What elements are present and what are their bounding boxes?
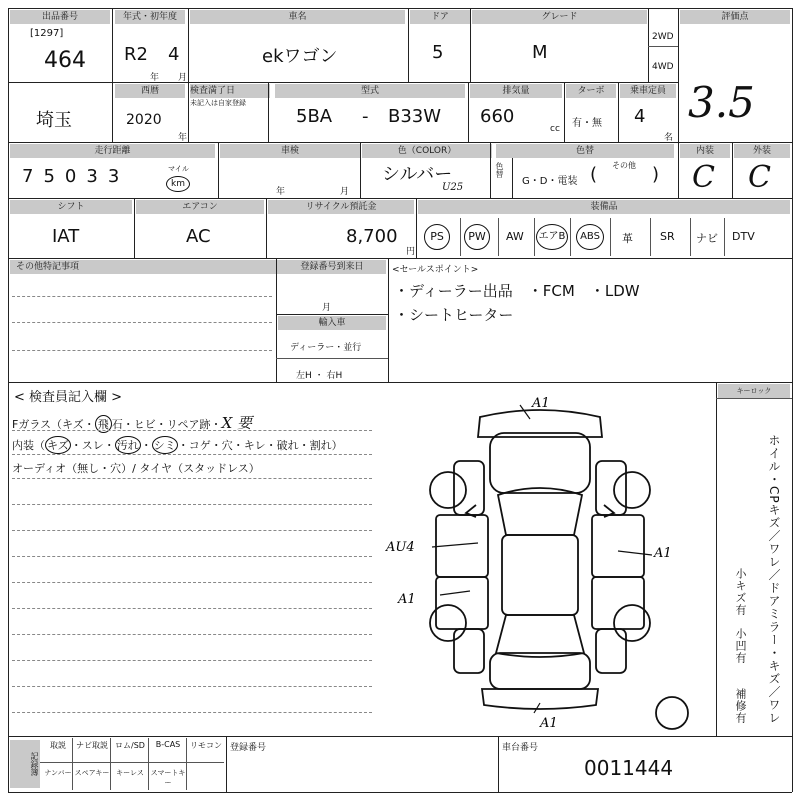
- era-year: R2: [124, 44, 148, 65]
- model-prefix: 5BA: [296, 106, 333, 127]
- sales-header: <セールスポイント>: [392, 265, 479, 275]
- right-rear-door-outline: [592, 577, 644, 629]
- header-seats: 乗車定員: [620, 84, 676, 98]
- footer-item-spare-key: スペアキー: [74, 769, 110, 777]
- left-rear-fender-outline: [454, 629, 484, 673]
- western-year: 2020: [126, 112, 162, 128]
- header-exterior: 外装: [734, 144, 790, 158]
- footer-chassis-label: 車台番号: [502, 743, 539, 753]
- seat-count: 4: [634, 106, 646, 127]
- sales-point-1: ・ディーラー出品 ・FCM ・LDW: [394, 282, 640, 300]
- drive-2wd: 2WD: [652, 32, 674, 42]
- color-code: U25: [442, 182, 464, 193]
- inspection-note: 未記入は自家登録: [190, 99, 246, 107]
- header-year: 年式・初年度: [115, 10, 185, 24]
- mileage-digit: 0: [64, 166, 87, 187]
- shaken-month: 月: [340, 187, 350, 197]
- damage-mark-front: A1: [532, 396, 550, 411]
- header-turbo: ターボ: [566, 84, 616, 98]
- header-doors: ドア: [410, 10, 470, 24]
- interior-note: [12, 436, 343, 454]
- equip-sr: SR: [660, 230, 675, 243]
- drive-4wd: 4WD: [652, 62, 674, 72]
- transmission: IAT: [52, 226, 80, 247]
- spare-wheel-outline: [656, 697, 688, 729]
- mileage-digit: 3: [107, 166, 130, 187]
- header-score: 評価点: [680, 10, 790, 24]
- door-count: 5: [432, 42, 444, 63]
- footer-item-manual: 取説: [50, 741, 66, 750]
- damage-lines: [432, 405, 652, 713]
- model-dash: -: [362, 106, 369, 127]
- rear-bumper-outline: [482, 689, 598, 709]
- mileage-digit: 7: [22, 166, 44, 187]
- mileage-unit-km: km: [166, 176, 190, 192]
- western-year-suffix: 年: [178, 133, 188, 143]
- damage-mark-left-front: AU4: [386, 540, 415, 555]
- prefecture: 埼玉: [36, 110, 72, 131]
- equip-navi: ナビ: [696, 232, 718, 245]
- header-color: 色（COLOR）: [362, 144, 492, 158]
- exterior-score: C: [748, 160, 771, 195]
- roof-outline: [502, 535, 578, 615]
- equip-leather: 革: [622, 232, 633, 245]
- mileage-digit: 3: [86, 166, 108, 187]
- interior-scratch-circle: キズ: [45, 436, 71, 454]
- damage-mark-rear: A1: [540, 716, 558, 731]
- displacement: 660: [480, 106, 515, 127]
- footer-item-number: ナンバー: [44, 769, 72, 777]
- equipment-list: [420, 218, 790, 256]
- interior-dirt-circle: 汚れ: [115, 436, 141, 454]
- reg-month: 4: [168, 44, 180, 65]
- equip-pw: PW: [464, 224, 490, 250]
- shaken-year: 年: [276, 187, 286, 197]
- mileage-digits: [22, 166, 129, 187]
- footer-reg-label: 登録番号: [230, 743, 267, 753]
- windshield-outline: [498, 488, 582, 535]
- paint-options: G・D・電装: [522, 176, 578, 187]
- hood-outline: [490, 433, 590, 493]
- interior-stain-circle: シミ: [152, 436, 178, 454]
- right-rear-fender-outline: [596, 629, 626, 673]
- header-name: 車名: [190, 10, 405, 24]
- interior-text-3: ・: [140, 439, 152, 452]
- header-western-year: 西暦: [115, 84, 185, 98]
- windshield-mark: X 要: [221, 414, 253, 432]
- inspector-header: < 検査員記入欄 >: [14, 390, 123, 405]
- lot-bracket-number: [1297]: [30, 28, 64, 39]
- aircon: AC: [186, 226, 211, 247]
- year-suffix: 年: [150, 73, 160, 83]
- side-note-scratch: 小キズ有: [734, 568, 747, 616]
- interior-text: 内装（: [12, 439, 45, 452]
- paren-close: ): [652, 164, 660, 185]
- footer-item-smart-key: スマートキー: [150, 769, 186, 787]
- sales-point-2: ・シートヒーター: [394, 306, 514, 324]
- footer-item-rom-sd: ロム/SD: [115, 741, 145, 750]
- footer-item-keyless: キーレス: [116, 769, 144, 777]
- model-code: B33W: [388, 106, 442, 127]
- side-note-dent: 小凹有: [734, 628, 747, 664]
- left-front-wheel-outline: [430, 472, 466, 508]
- dealer-parallel: ディーラー・並行: [290, 343, 362, 353]
- mileage-digit: 5: [43, 166, 65, 187]
- key-lock-header: キーロック: [718, 384, 790, 398]
- header-grade: グレード: [472, 10, 647, 24]
- side-notes-main: ホイル・CPキズ／ワレ／ドアミラー・キズ／ワレ: [767, 434, 781, 725]
- header-interior: 内装: [680, 144, 730, 158]
- header-equipment: 装備品: [418, 200, 790, 214]
- header-paint: 色替: [496, 144, 674, 158]
- footer-item-remote: リモコン: [190, 741, 222, 750]
- footer-docs-label: 記録簿: [10, 740, 40, 788]
- interior-text-2: ・スレ・: [70, 439, 115, 452]
- equip-ps: PS: [424, 224, 450, 250]
- audio-tire-note: オーディオ（無し・穴）/ タイヤ（スタッドレス）: [12, 462, 260, 475]
- side-note-repair: 補修有: [734, 688, 747, 724]
- header-mileage: 走行距離: [10, 144, 215, 158]
- mileage-unit-mile: マイル: [168, 165, 189, 173]
- damage-mark-left-rear: A1: [398, 592, 416, 607]
- recycle-fee: 8,700: [346, 226, 398, 247]
- steering-side: 左H ・ 右H: [296, 371, 343, 381]
- vehicle-name: ekワゴン: [262, 46, 338, 67]
- footer-item-bcas: B-CAS: [155, 740, 181, 749]
- recycle-yen: 円: [406, 247, 416, 257]
- header-aircon: エアコン: [136, 200, 264, 214]
- left-rear-door-outline: [436, 577, 488, 629]
- interior-score: C: [692, 160, 715, 195]
- cc-unit: cc: [550, 124, 560, 134]
- footer-item-navi-manual: ナビ取説: [76, 741, 108, 750]
- windshield-chip-circle: 飛: [95, 415, 112, 433]
- overall-score: 3.5: [688, 78, 755, 127]
- interior-text-4: ・コゲ・穴・キレ・破れ・割れ）: [177, 439, 343, 452]
- windshield-text-2: 石・ヒビ・リペア跡・: [111, 418, 222, 431]
- windshield-text: Fガラス（キズ・: [12, 418, 95, 431]
- record-month: 月: [322, 303, 332, 313]
- right-front-fender-outline: [596, 461, 626, 515]
- grade: M: [532, 42, 548, 63]
- equip-airbag: エアB: [536, 224, 568, 250]
- color-name: シルバー: [382, 164, 453, 185]
- turbo-options: 有・無: [572, 118, 602, 129]
- rear-window-outline: [496, 615, 584, 657]
- footer-checklist: [44, 738, 224, 790]
- right-front-wheel-outline: [614, 472, 650, 508]
- equip-dtv: DTV: [732, 230, 755, 243]
- right-front-door-outline: [592, 515, 644, 577]
- left-front-fender-outline: [454, 461, 484, 515]
- notes-header: その他特記事項: [10, 260, 278, 274]
- paint-other-label: その他: [612, 161, 636, 170]
- record-header: 登録番号到来日: [278, 260, 386, 274]
- damage-mark-right: A1: [654, 546, 672, 561]
- month-suffix: 月: [178, 73, 188, 83]
- seats-unit: 名: [664, 133, 674, 143]
- color-change-label: 色替: [495, 162, 504, 178]
- equip-abs: ABS: [576, 224, 604, 250]
- lot-number: 464: [44, 48, 86, 73]
- header-transmission: シフト: [10, 200, 132, 214]
- chassis-number: 0011444: [584, 756, 674, 780]
- import-header: 輸入車: [278, 316, 386, 330]
- header-exhibit: 出品番号: [10, 10, 110, 24]
- header-shaken: 車検: [220, 144, 360, 158]
- header-recycle: リサイクル預託金: [268, 200, 414, 214]
- header-displacement: 排気量: [470, 84, 562, 98]
- car-damage-diagram: [370, 395, 710, 735]
- equip-aw: AW: [506, 230, 524, 243]
- paren-open: (: [590, 164, 598, 185]
- header-model: 型式: [275, 84, 465, 98]
- header-inspection: 検査満了日: [190, 84, 270, 98]
- rear-hatch-outline: [490, 653, 590, 689]
